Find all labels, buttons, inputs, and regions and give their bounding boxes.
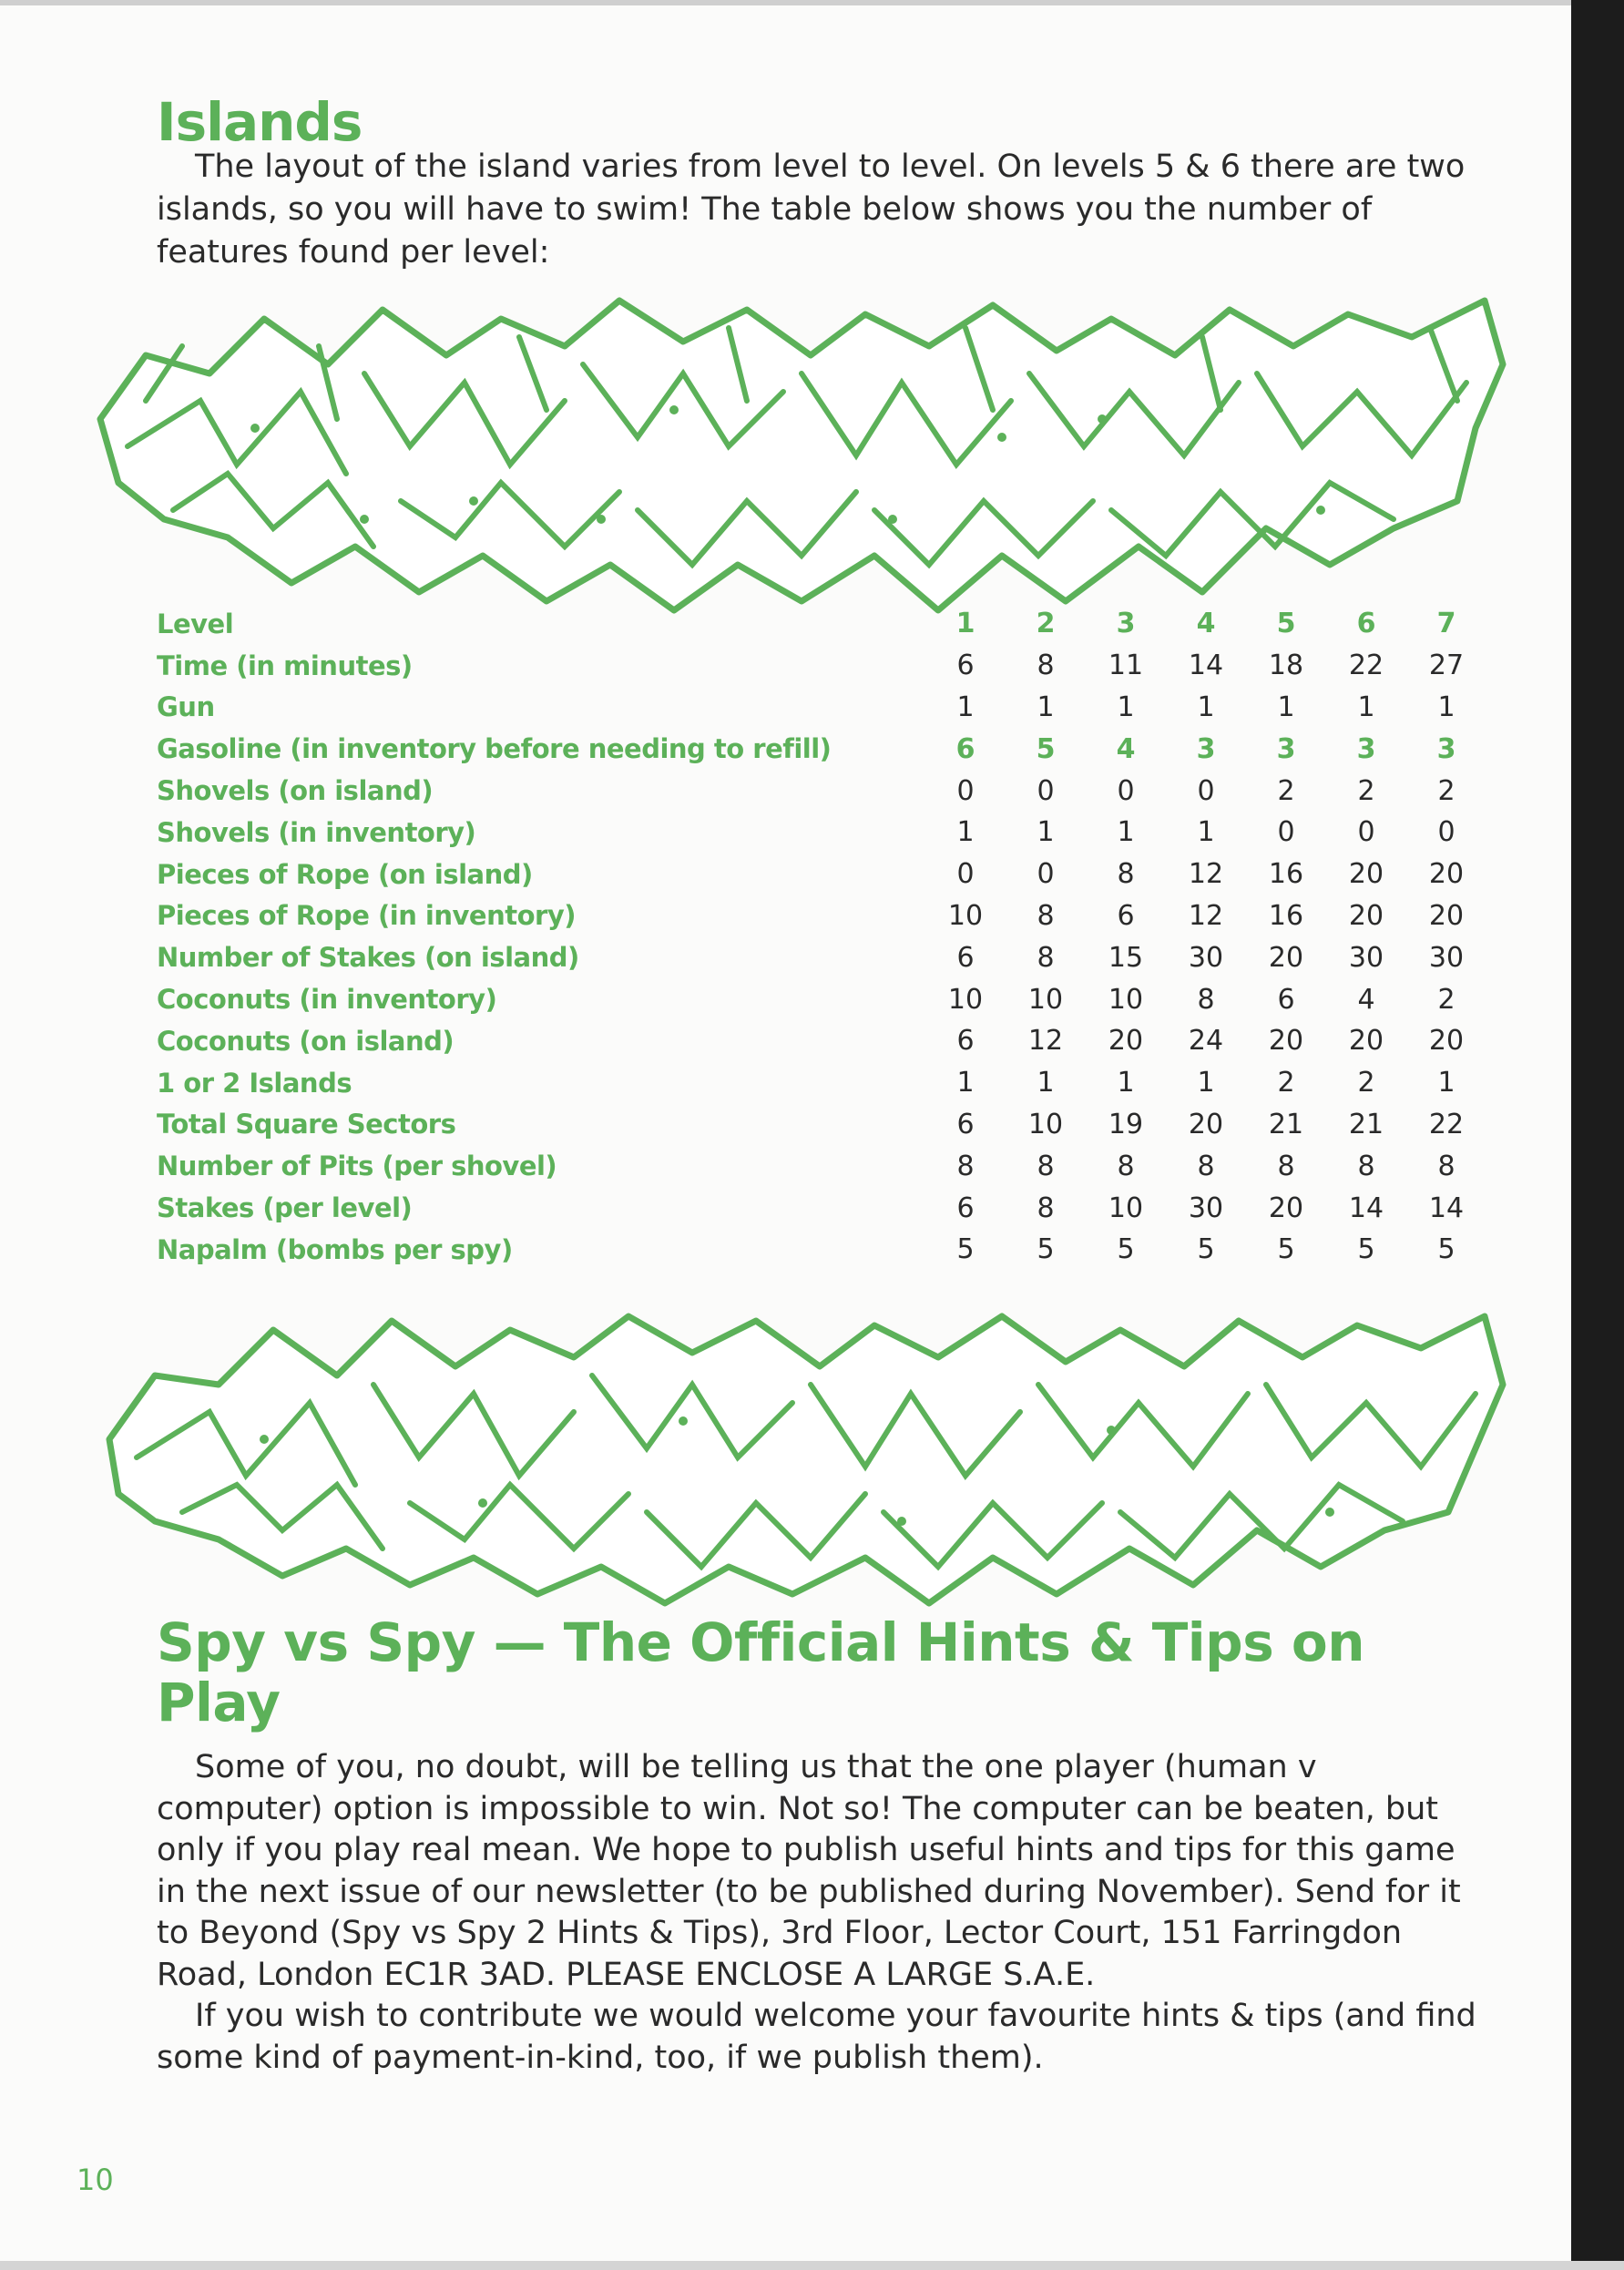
hints-paragraph-2: If you wish to contribute we would welcome your favourite hints & tips (and find some kind of payment-in-kind, too, if we publish them). <box>157 1998 1476 2076</box>
level-number-cell: 6 <box>1356 608 1376 640</box>
value-cell: 5 <box>1037 1233 1055 1266</box>
value-cell: 1 <box>1197 690 1215 723</box>
value-cell: 8 <box>1357 1150 1375 1182</box>
value-cell: 21 <box>1268 1108 1304 1140</box>
value-cell: 2 <box>1437 774 1455 807</box>
value-cell: 1 <box>1037 1067 1055 1099</box>
row-label: Shovels (on island) <box>157 775 434 807</box>
value-cell: 8 <box>1037 649 1055 682</box>
value-cell: 14 <box>1348 1191 1384 1224</box>
value-cell: 15 <box>1108 941 1144 974</box>
value-cell: 24 <box>1188 1025 1224 1058</box>
value-cell: 16 <box>1268 899 1304 932</box>
value-cell: 27 <box>1428 649 1465 682</box>
value-cell: 1 <box>956 690 975 723</box>
value-cell: 2 <box>1277 774 1295 807</box>
value-cell: 20 <box>1348 858 1384 891</box>
value-cell: 6 <box>956 941 975 974</box>
islands-intro-text: The layout of the island varies from level to level. On levels 5 & 6 there are two islands, so you will have to swim! The table below shows you the number of features found per level: <box>157 148 1466 271</box>
value-cell: 8 <box>1197 983 1215 1016</box>
value-cell: 20 <box>1428 899 1465 932</box>
row-label: Total Square Sectors <box>157 1109 456 1140</box>
value-cell: 8 <box>1437 1150 1455 1182</box>
value-cell: 0 <box>1117 774 1135 807</box>
value-cell: 8 <box>1277 1150 1295 1182</box>
value-cell: 1 <box>956 816 975 849</box>
value-cell: 30 <box>1348 941 1384 974</box>
value-cell: 8 <box>1037 899 1055 932</box>
level-number-cell: 1 <box>955 608 975 640</box>
row-label: Gasoline (in inventory before needing to refill) <box>157 733 832 765</box>
value-cell: 20 <box>1268 1191 1304 1224</box>
value-cell: 6 <box>956 649 975 682</box>
table-row <box>157 1104 1486 1146</box>
value-cell: 6 <box>1277 983 1295 1016</box>
table-row <box>157 936 1486 978</box>
hints-heading: Spy vs Spy — The Official Hints & Tips on Play <box>157 1611 1365 1733</box>
value-cell: 30 <box>1188 1191 1224 1224</box>
page-number: 10 <box>77 2163 114 2197</box>
table-row <box>157 1020 1486 1062</box>
value-cell: 10 <box>947 899 984 932</box>
hints-body <box>157 1747 1477 2079</box>
value-cell: 4 <box>1357 983 1375 1016</box>
value-cell: 14 <box>1188 649 1224 682</box>
level-number-cell: 5 <box>1276 608 1296 640</box>
value-cell: 1 <box>1197 816 1215 849</box>
table-row <box>157 978 1486 1020</box>
level-number-cell: 4 <box>1196 608 1216 640</box>
value-cell: 1 <box>956 1067 975 1099</box>
value-cell: 2 <box>1437 983 1455 1016</box>
value-cell: 0 <box>1437 816 1455 849</box>
jungle-foliage-illustration-top <box>91 291 1512 638</box>
level-number-cell: 7 <box>1436 608 1456 640</box>
row-label: Number of Pits (per shovel) <box>157 1150 557 1182</box>
value-cell: 20 <box>1348 1025 1384 1058</box>
value-cell: 2 <box>1357 1067 1375 1099</box>
row-label: Level <box>157 608 234 639</box>
value-cell: 3 <box>1436 732 1456 765</box>
value-cell: 10 <box>1108 983 1144 1016</box>
table-row <box>157 1187 1486 1229</box>
hints-paragraph-1: Some of you, no doubt, will be telling us that the one player (human v computer) option is impossible to win. Not so! The computer can be beaten, but only if you play real mean. We hope to publish useful hints and tips for this game in the next issue of our newsletter (to be published during November). Send for it to Beyond (Spy vs Spy 2 Hints & Tips), 3rd Floor, Lector Court, 151 Farringdon Road, London EC1R 3AD. PLEASE ENCLOSE A LARGE S.A.E. <box>157 1749 1461 1993</box>
page-binding-edge <box>1571 0 1624 2270</box>
row-label: Napalm (bombs per spy) <box>157 1233 513 1265</box>
value-cell: 3 <box>1356 732 1376 765</box>
value-cell: 30 <box>1188 941 1224 974</box>
value-cell: 2 <box>1277 1067 1295 1099</box>
value-cell: 8 <box>1037 1191 1055 1224</box>
table-row <box>157 812 1486 854</box>
value-cell: 1 <box>1037 690 1055 723</box>
table-header-row <box>157 603 1486 645</box>
value-cell: 10 <box>1108 1191 1144 1224</box>
value-cell: 11 <box>1108 649 1144 682</box>
value-cell: 16 <box>1268 858 1304 891</box>
value-cell: 30 <box>1428 941 1465 974</box>
value-cell: 1 <box>1357 690 1375 723</box>
value-cell: 1 <box>1117 1067 1135 1099</box>
value-cell: 14 <box>1428 1191 1465 1224</box>
value-cell: 5 <box>1357 1233 1375 1266</box>
value-cell: 1 <box>1117 816 1135 849</box>
value-cell: 1 <box>1437 690 1455 723</box>
row-label: 1 or 2 Islands <box>157 1067 352 1099</box>
jungle-foliage-illustration-bottom <box>91 1303 1512 1621</box>
table-row <box>157 854 1486 895</box>
value-cell: 10 <box>947 983 984 1016</box>
value-cell: 0 <box>1277 816 1295 849</box>
table-row <box>157 1145 1486 1187</box>
value-cell: 20 <box>1428 858 1465 891</box>
row-label: Time (in minutes) <box>157 649 413 681</box>
row-label: Shovels (in inventory) <box>157 816 476 848</box>
value-cell: 1 <box>1037 816 1055 849</box>
value-cell: 22 <box>1428 1108 1465 1140</box>
table-row <box>157 645 1486 687</box>
page-bottom-edge <box>0 2261 1624 2270</box>
value-cell: 20 <box>1428 1025 1465 1058</box>
row-label: Coconuts (in inventory) <box>157 984 497 1016</box>
value-cell: 18 <box>1268 649 1304 682</box>
value-cell: 0 <box>1357 816 1375 849</box>
value-cell: 3 <box>1196 732 1216 765</box>
table-row <box>157 728 1486 770</box>
value-cell: 12 <box>1188 899 1224 932</box>
islands-heading: Islands <box>157 91 363 153</box>
row-label: Stakes (per level) <box>157 1192 413 1224</box>
value-cell: 10 <box>1027 1108 1064 1140</box>
value-cell: 1 <box>1277 690 1295 723</box>
value-cell: 20 <box>1268 941 1304 974</box>
value-cell: 10 <box>1027 983 1064 1016</box>
value-cell: 6 <box>956 1191 975 1224</box>
table-row <box>157 1062 1486 1104</box>
value-cell: 4 <box>1116 732 1136 765</box>
value-cell: 1 <box>1197 1067 1215 1099</box>
value-cell: 0 <box>1197 774 1215 807</box>
value-cell: 5 <box>1197 1233 1215 1266</box>
level-number-cell: 3 <box>1116 608 1136 640</box>
value-cell: 8 <box>1197 1150 1215 1182</box>
value-cell: 21 <box>1348 1108 1384 1140</box>
value-cell: 1 <box>1117 690 1135 723</box>
value-cell: 6 <box>956 1025 975 1058</box>
value-cell: 5 <box>956 1233 975 1266</box>
level-number-cell: 2 <box>1036 608 1056 640</box>
value-cell: 6 <box>956 1108 975 1140</box>
value-cell: 19 <box>1108 1108 1144 1140</box>
row-label: Number of Stakes (on island) <box>157 942 579 974</box>
value-cell: 1 <box>1437 1067 1455 1099</box>
value-cell: 2 <box>1357 774 1375 807</box>
value-cell: 0 <box>1037 858 1055 891</box>
value-cell: 8 <box>1037 941 1055 974</box>
value-cell: 3 <box>1276 732 1296 765</box>
value-cell: 0 <box>1037 774 1055 807</box>
row-label: Pieces of Rope (in inventory) <box>157 900 576 932</box>
row-label: Pieces of Rope (on island) <box>157 858 533 890</box>
table-row <box>157 1229 1486 1271</box>
value-cell: 5 <box>1117 1233 1135 1266</box>
row-label: Gun <box>157 691 215 723</box>
value-cell: 5 <box>1036 732 1056 765</box>
value-cell: 5 <box>1437 1233 1455 1266</box>
value-cell: 6 <box>955 732 975 765</box>
value-cell: 20 <box>1268 1025 1304 1058</box>
value-cell: 5 <box>1277 1233 1295 1266</box>
table-row <box>157 687 1486 729</box>
table-row <box>157 770 1486 812</box>
value-cell: 12 <box>1188 858 1224 891</box>
row-label: Coconuts (on island) <box>157 1025 455 1057</box>
value-cell: 6 <box>1117 899 1135 932</box>
value-cell: 20 <box>1348 899 1384 932</box>
page-top-edge <box>0 0 1624 5</box>
value-cell: 12 <box>1027 1025 1064 1058</box>
value-cell: 22 <box>1348 649 1384 682</box>
table-row <box>157 895 1486 937</box>
value-cell: 20 <box>1108 1025 1144 1058</box>
value-cell: 8 <box>1037 1150 1055 1182</box>
value-cell: 8 <box>1117 1150 1135 1182</box>
value-cell: 0 <box>956 858 975 891</box>
value-cell: 8 <box>956 1150 975 1182</box>
value-cell: 0 <box>956 774 975 807</box>
value-cell: 8 <box>1117 858 1135 891</box>
value-cell: 20 <box>1188 1108 1224 1140</box>
level-features-table <box>157 603 1486 1271</box>
